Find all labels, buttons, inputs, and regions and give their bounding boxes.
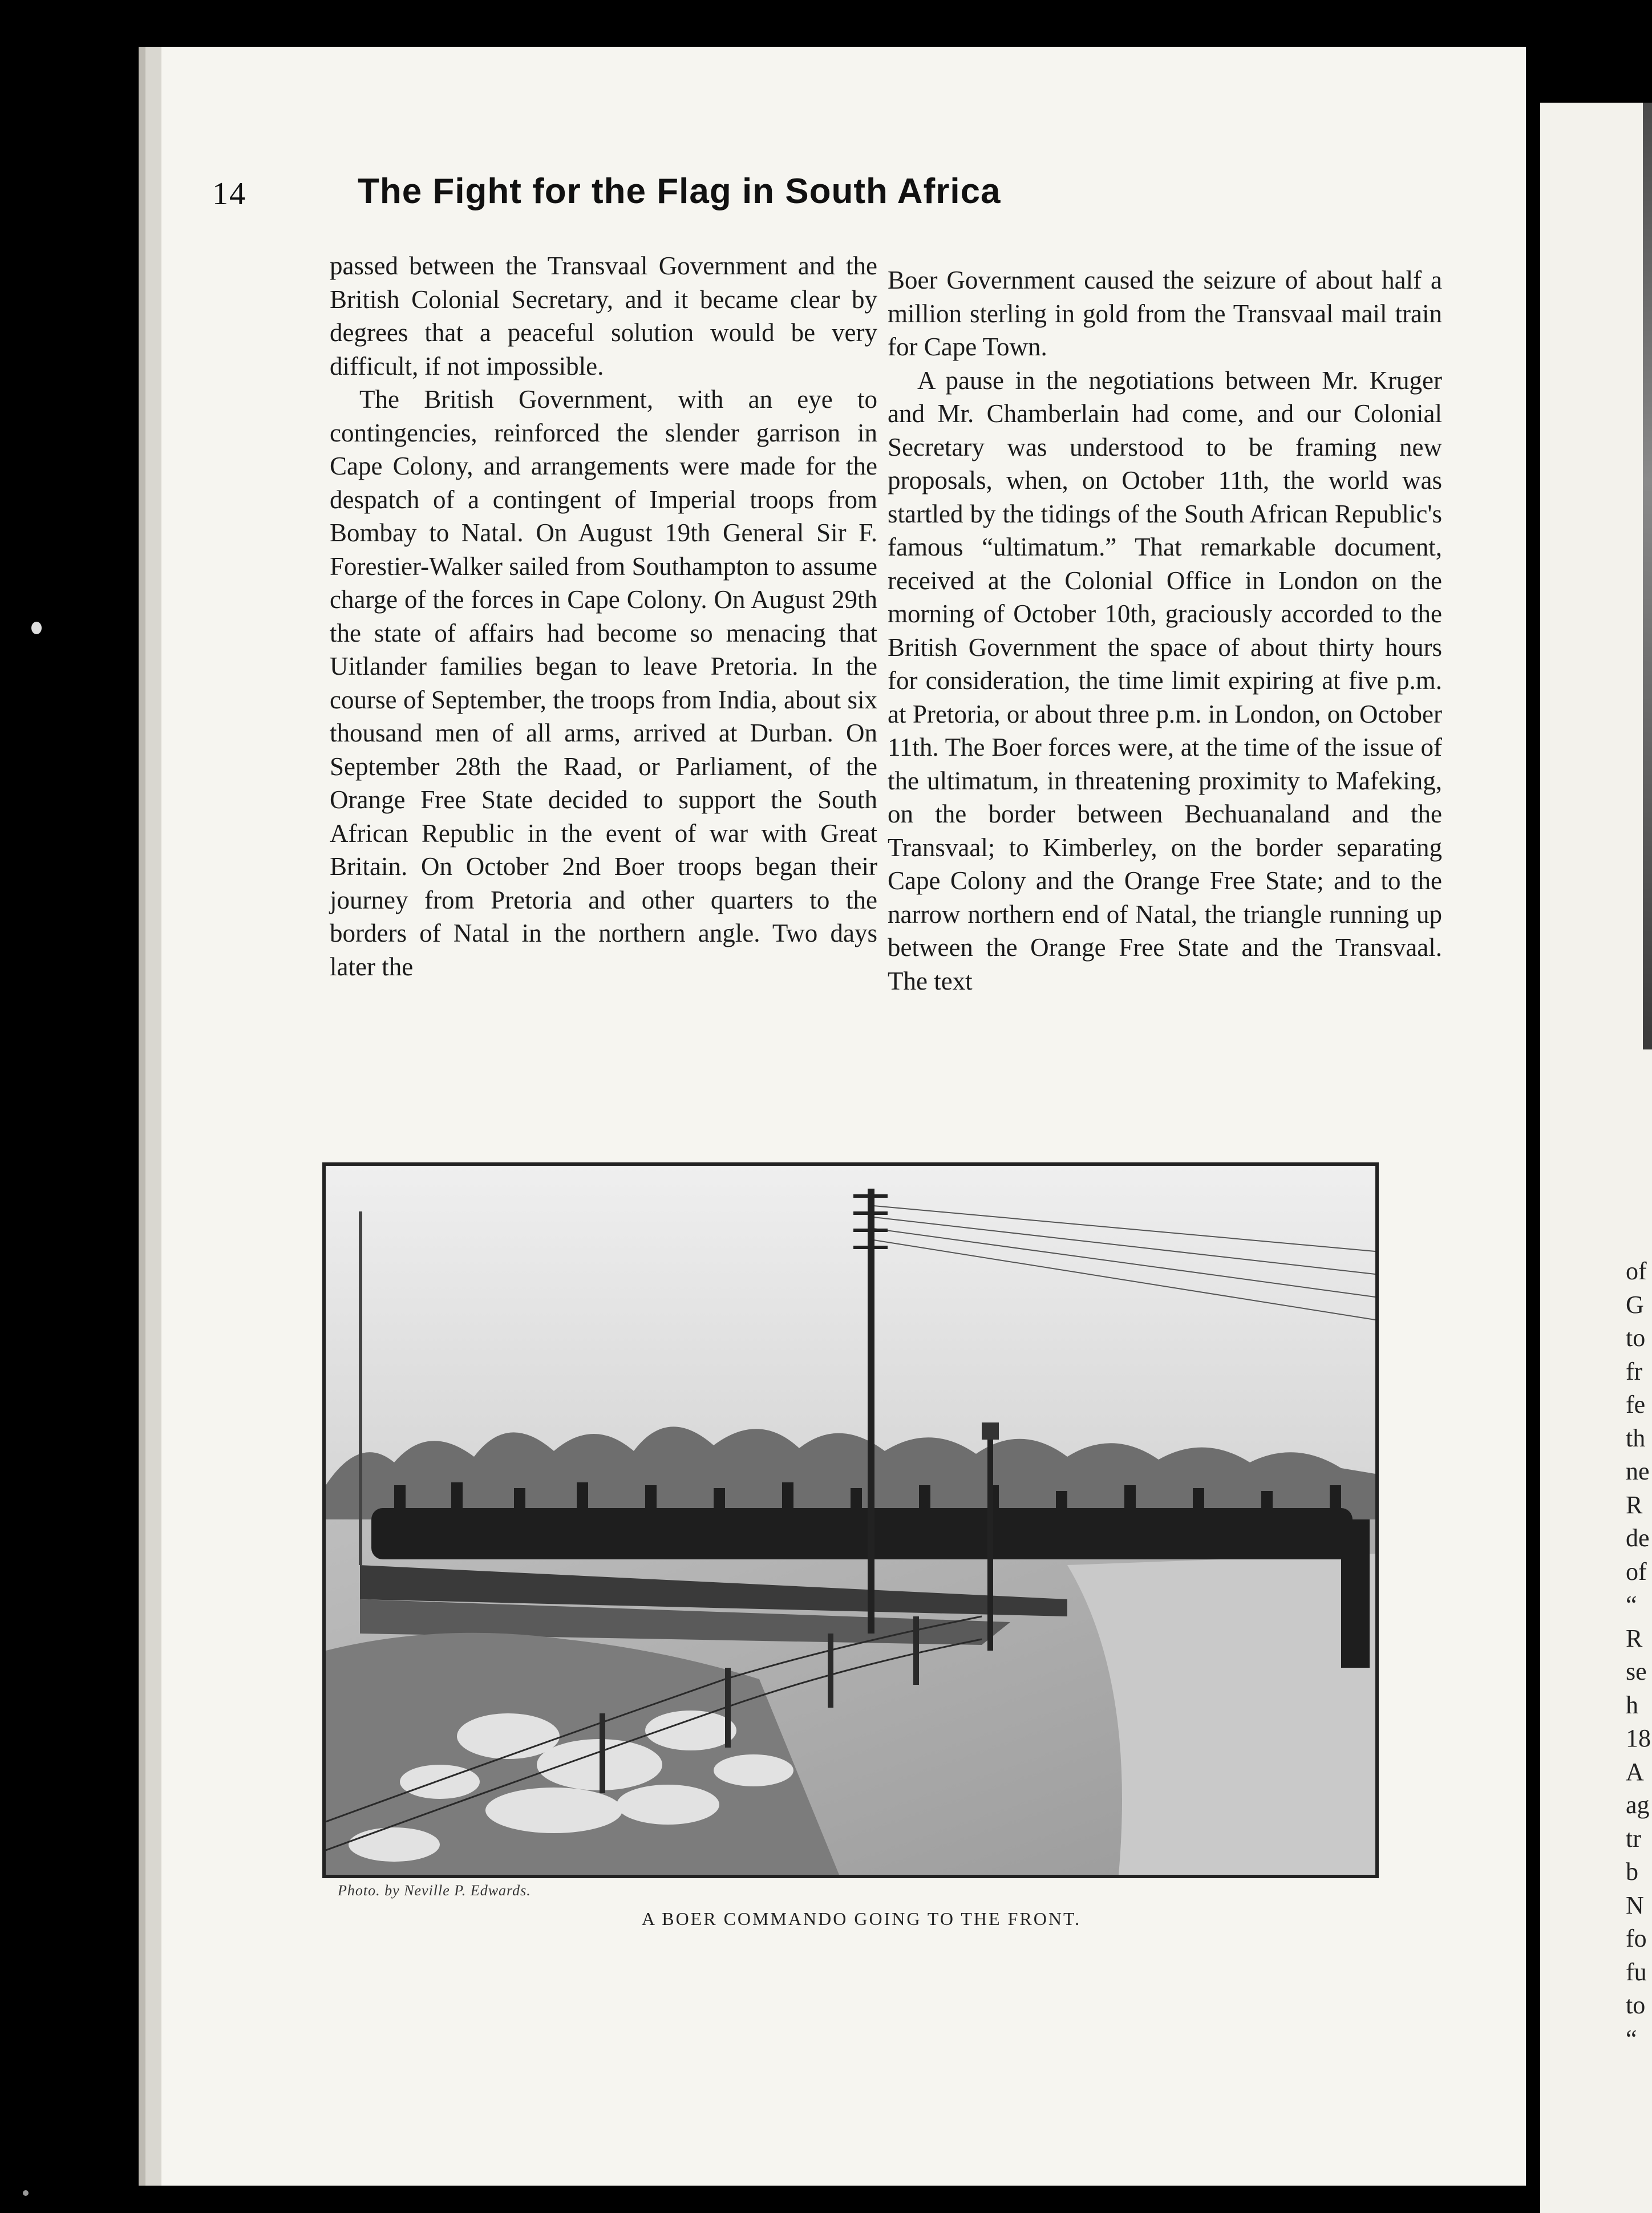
facing-page-text-fragments: of G to fr fe th ne R de of “ R se h 18 A ag tr b N fo fu to “ [1626, 1257, 1651, 2053]
paragraph: A pause in the negotiations between Mr. Kruger and Mr. Chamberlain had come, and our Colonial Secretary was understood to be framing new proposals, when, on October 11th, the world was startled by the tidings of the South African Republic's famous “ultimatum.” That remarkable document, received at the Colonial Office in London on the morning of October 10th, graciously accorded to the British Government the space of about thirty hours for consideration, the time limit expiring at five p.m. at Pretoria, or about three p.m. in London, on October 11th. The Boer forces were, at the time of the issue of the ultimatum, in threatening proximity to Mafeking, on the border between Bechuanaland and the Transvaal; to Kimberley, on the border separating Cape Colony and the Orange Free State; and to the narrow northern end of Natal, the triangle running up between the Orange Free State and the Transvaal. The text [888, 366, 1442, 995]
page-title: The Fight for the Flag in South Africa [358, 172, 1001, 211]
paragraph: The British Government, with an eye to contingencies, reinforced the slender garrison in Cape Colony, and arrangements were made for the despatch of a contingent of Imperial troops from Bombay to Natal. On August 19th General Sir F. Forestier-Walker sailed from Southampton to assume charge of the forces in Cape Colony. On August 29th the state of affairs had become so menacing that Uitlander families began to leave Pretoria. In the course of September, the troops from India, about six thousand men of all arms, arrived at Durban. On September 28th the Raad, or Parliament, of the Orange Free State decided to support the South African Republic in the event of war with Great Britain. On October 2nd Boer troops began their journey from Pretoria and other quarters to the borders of Natal in the northern angle. Two days later the [330, 385, 877, 981]
page-number: 14 [212, 176, 246, 212]
right-column [888, 264, 1442, 998]
photograph [322, 1162, 1379, 1878]
distant-pole [359, 1211, 362, 1565]
left-column [330, 249, 877, 983]
photo-caption: A BOER COMMANDO GOING TO THE FRONT. [641, 1908, 1082, 1929]
paragraph: Boer Government caused the seizure of about half a million sterling in gold from the Transvaal mail train for Cape Town. [888, 266, 1442, 361]
facing-page-photo-edge [1643, 103, 1652, 1049]
paragraph: passed between the Transvaal Government and the British Colonial Secretary, and it became clear by degrees that a peaceful solution would be very difficult, if not impossible. [330, 252, 877, 380]
boer-commando-photo [326, 1166, 1375, 1875]
running-head [212, 171, 1296, 240]
facing-page [1540, 103, 1652, 2213]
photo-credit: Photo. by Neville P. Edwards. [338, 1882, 531, 1899]
